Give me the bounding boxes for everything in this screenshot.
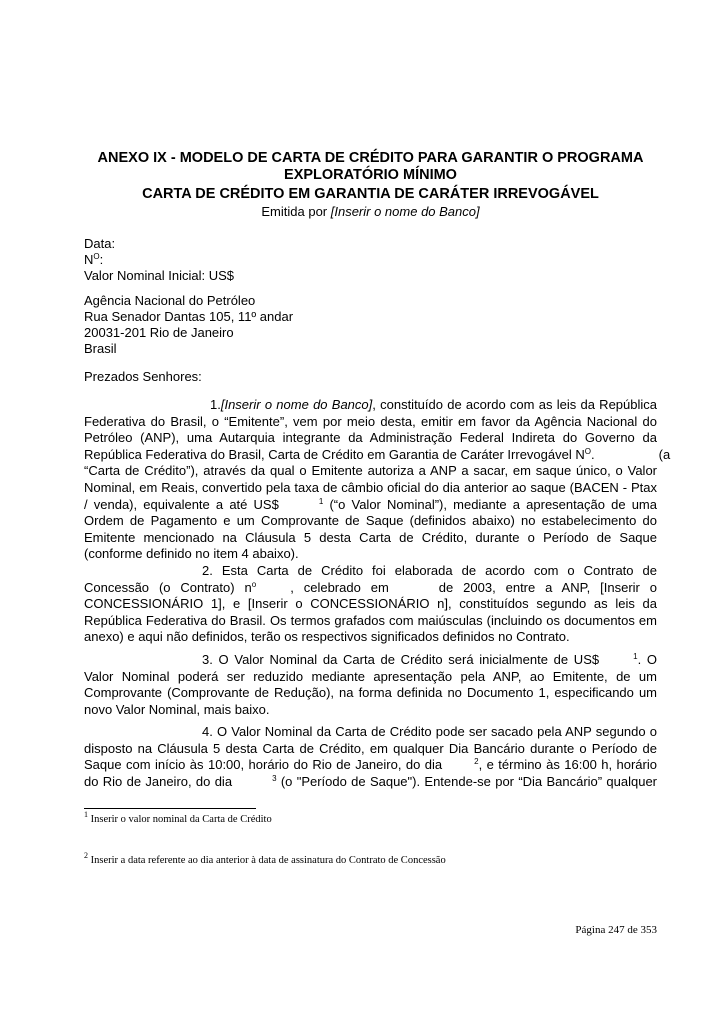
text-span: / venda), equivalente a até US$: [84, 496, 279, 512]
text-span: de 2003, entre a ANP, [Inserir o: [438, 579, 658, 595]
date-field: Data:: [84, 236, 116, 251]
address-line: Brasil: [84, 341, 117, 356]
paragraph-line: Ordem de Pagamento e um Comprovante de Saque (definidos abaixo) no estabelecimento do: [84, 513, 657, 529]
paragraph-line: (conforme definido no item 4 abaixo).: [84, 546, 299, 562]
text-span: Saque com início às 10:00, horário do Rio de Janeiro, do dia: [84, 757, 443, 773]
paragraph-line: República Federativa do Brasil. Os termos grafados com maiúsculas (incluindo os documentos em: [84, 612, 657, 628]
paragraph-3: [84, 652, 657, 718]
paragraph-line: Comprovante (Comprovante de Redução), na forma definida no Documento 1, especificando um: [84, 685, 657, 701]
issued-by: [84, 204, 657, 220]
text-span: . O: [637, 652, 657, 667]
item-number: 1.: [210, 397, 221, 412]
text-span: (a: [658, 446, 671, 462]
number-colon: :: [99, 252, 104, 267]
footnote-ref: 1: [633, 652, 638, 661]
paragraph-2: [84, 563, 657, 646]
text-span: , celebrado em: [290, 579, 389, 595]
paragraph-line: [84, 397, 657, 414]
paragraph-line: Petróleo (ANP), uma Autarquia integrante da Administração Federal Indireta do Governo da: [84, 430, 657, 446]
annex-title-line1: ANEXO IX - MODELO DE CARTA DE CRÉDITO PARA GARANTIR O PROGRAMA: [97, 150, 644, 166]
paragraph-line: Emitente mencionado na Cláusula 5 desta Carta de Crédito, durante o Período de Saque: [84, 529, 657, 545]
footnote-1: [84, 810, 657, 826]
paragraph-line: “Carta de Crédito”), através da qual o Emitente autoriza a ANP a sacar, em saque único, o Valor: [84, 463, 657, 479]
text-span: Concessão (o Contrato) n: [84, 579, 252, 595]
page-number: Página 247 de 353: [575, 924, 657, 936]
bank-name-placeholder: [Inserir o nome do Banco]: [220, 397, 373, 412]
address-line: Agência Nacional do Petróleo: [84, 293, 256, 308]
paragraph-line: [84, 580, 657, 597]
annex-title-line2: EXPLORATÓRIO MÍNIMO: [284, 167, 457, 183]
letter-title: CARTA DE CRÉDITO EM GARANTIA DE CARÁTER IRREVOGÁVEL: [142, 186, 599, 202]
paragraph-line: Federativa do Brasil, o “Emitente”, vem por meio desta, emitir em favor da Agência Nacional do: [84, 413, 657, 429]
address-line: 20031-201 Rio de Janeiro: [84, 325, 234, 340]
number-label: N: [84, 252, 94, 267]
issued-by-prefix: Emitida por: [261, 204, 331, 219]
letter-fields: [84, 236, 657, 284]
issued-by-placeholder: [Inserir o nome do Banco]: [330, 204, 480, 219]
paragraph-line: [84, 446, 671, 464]
text-span: República Federativa do Brasil, Carta de Crédito em Garantia de Caráter Irrevogável N: [84, 446, 585, 462]
paragraph-line: novo Valor Nominal, mais baixo.: [84, 701, 270, 717]
paragraph-line: [84, 652, 657, 669]
superscript: O: [584, 446, 591, 456]
text-span: do Rio de Janeiro, do dia: [84, 773, 233, 789]
text-span: , constituído de acordo com as leis da República: [372, 397, 657, 412]
footnote-text: Inserir o valor nominal da Carta de Crédito: [88, 814, 272, 825]
text-span: 3. O Valor Nominal da Carta de Crédito será inicialmente de US$: [202, 652, 600, 667]
paragraph-line: disposto na Cláusula 5 desta Carta de Crédito, em qualquer Dia Bancário durante o Período de: [84, 740, 657, 756]
paragraph-line: 2. Esta Carta de Crédito foi elaborada de acordo com o Contrato de: [202, 563, 657, 578]
paragraph-line: anexo) e aqui não definidos, terão os respectivos significados definidos no Contrato.: [84, 629, 570, 645]
paragraph-4: [84, 724, 657, 790]
paragraph-line: Valor Nominal poderá ser reduzido mediante apresentação pela ANP, ao Emitente, de um: [84, 668, 657, 684]
footnote-ref: 2: [474, 757, 479, 767]
paragraph-1: [84, 397, 671, 563]
footnote-divider: [84, 808, 256, 809]
number-sup: O: [93, 252, 100, 261]
recipient-address: [84, 293, 657, 357]
footnote-number: 1: [84, 810, 88, 819]
footnote-ref: 3: [272, 773, 277, 783]
text-span: , e término às 16:00 h, horário: [478, 757, 657, 773]
footnote-number: 2: [84, 851, 88, 860]
text-span: (“o Valor Nominal”), mediante a apresentação de uma: [329, 496, 657, 512]
address-line: Rua Senador Dantas 105, 11º andar: [84, 309, 294, 324]
footnote-ref: 1: [318, 496, 324, 506]
footnote-text: Inserir a data referente ao dia anterior à data de assinatura do Contrato de Concessão: [88, 855, 446, 866]
paragraph-line: [84, 757, 657, 774]
paragraph-line: CONCESSIONÁRIO 1], e [Inserir o CONCESSIONÁRIO n], constituídos segundo as leis da: [84, 596, 657, 612]
greeting: Prezados Senhores:: [84, 369, 202, 384]
paragraph-line: [84, 774, 657, 791]
paragraph-line: 4. O Valor Nominal da Carta de Crédito pode ser sacado pela ANP segundo o: [202, 724, 657, 739]
superscript: o: [251, 579, 257, 589]
number-field: [84, 252, 657, 268]
text-span: .: [590, 446, 595, 462]
paragraph-line: [84, 497, 657, 514]
text-span: (o "Período de Saque"). Entende-se por “Dia Bancário” qualquer: [280, 773, 658, 789]
nominal-value-field: Valor Nominal Inicial: US$: [84, 268, 235, 283]
footnote-2: [84, 851, 657, 867]
paragraph-line: Nominal, em Reais, convertido pela taxa de câmbio oficial do dia anterior ao saque (BACEN - Ptax: [84, 479, 657, 495]
